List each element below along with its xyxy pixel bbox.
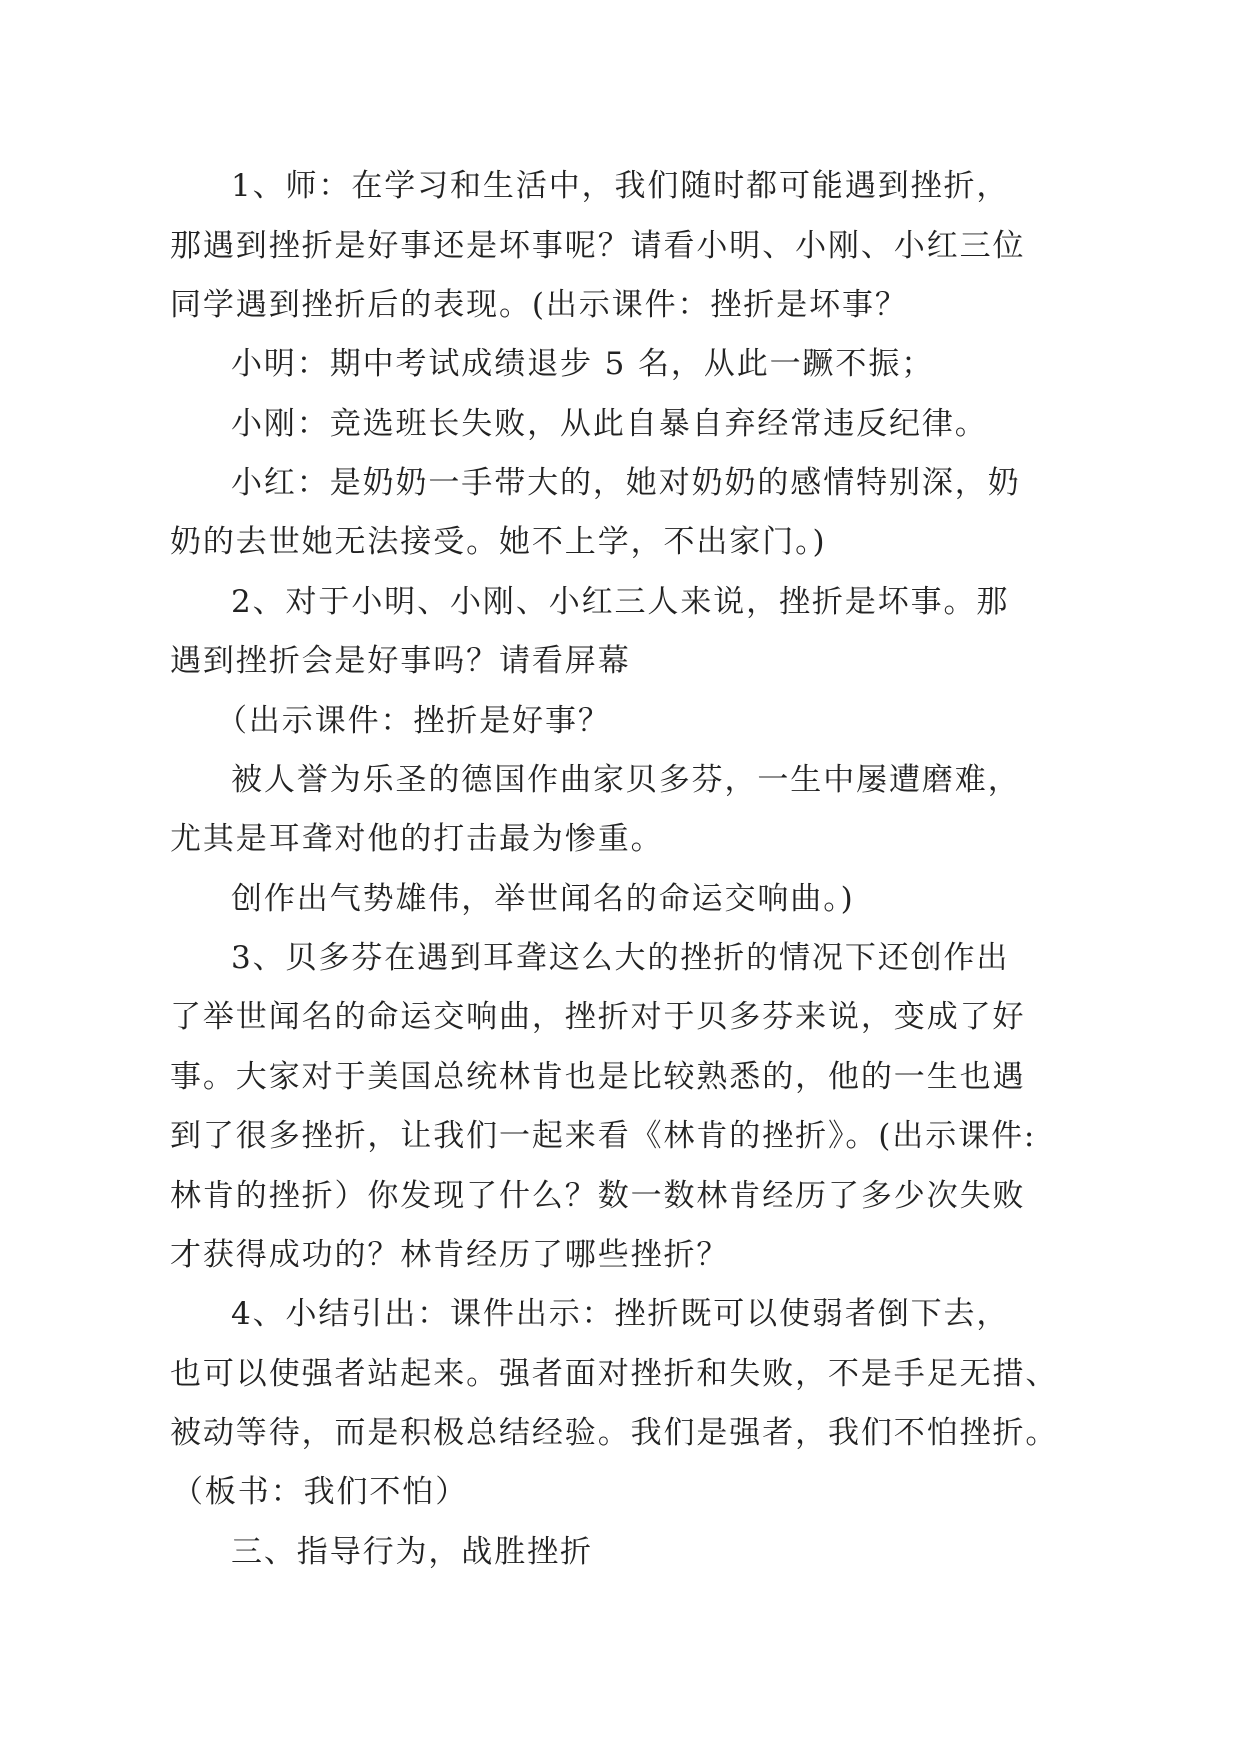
paragraph-line: 被人誉为乐圣的德国作曲家贝多芬，一生中屡遭磨难， (231, 762, 1021, 798)
paragraph-line: 奶的去世她无法接受。她不上学，不出家门。) (170, 524, 827, 560)
paragraph-line: 小红：是奶奶一手带大的，她对奶奶的感情特别深，奶 (231, 465, 1021, 501)
paragraph-line: 2、对于小明、小刚、小红三人来说，挫折是坏事。那 (231, 584, 1010, 620)
paragraph-line: （板书：我们不怕） (172, 1474, 469, 1510)
paragraph-line: 被动等待，而是积极总结经验。我们是强者，我们不怕挫折。 (170, 1415, 1059, 1451)
paragraph-line: 到了很多挫折，让我们一起来看《林肯的挫折》。(出示课件: (170, 1118, 1037, 1154)
paragraph-line: 小刚：竞选班长失败，从此自暴自弃经常违反纪律。 (231, 406, 988, 442)
paragraph-line: 1、师：在学习和生活中，我们随时都可能遇到挫折， (231, 168, 1010, 204)
paragraph-line: （出示课件：挫折是好事？ (216, 703, 611, 739)
paragraph-line: 也可以使强者站起来。强者面对挫折和失败，不是手足无措、 (170, 1356, 1059, 1392)
section-heading: 三、指导行为，战胜挫折 (231, 1534, 593, 1570)
paragraph-line: 3、贝多芬在遇到耳聋这么大的挫折的情况下还创作出 (231, 940, 1010, 976)
paragraph-line: 事。大家对于美国总统林肯也是比较熟悉的，他的一生也遇 (170, 1059, 1026, 1095)
paragraph-line: 小明：期中考试成绩退步 5 名，从此一蹶不振； (231, 346, 935, 382)
paragraph-line: 同学遇到挫折后的表现。(出示课件：挫折是坏事？ (170, 287, 908, 323)
paragraph-line: 才获得成功的？林肯经历了哪些挫折？ (170, 1237, 730, 1273)
paragraph-line: 林肯的挫折）你发现了什么？数一数林肯经历了多少次失败 (170, 1178, 1026, 1214)
paragraph-line: 创作出气势雄伟，举世闻名的命运交响曲。) (231, 881, 855, 917)
paragraph-line: 那遇到挫折是好事还是坏事呢？请看小明、小刚、小红三位 (170, 228, 1026, 264)
paragraph-line: 4、小结引出：课件出示：挫折既可以使弱者倒下去， (231, 1296, 1010, 1332)
paragraph-line: 尤其是耳聋对他的打击最为惨重。 (170, 821, 664, 857)
paragraph-line: 遇到挫折会是好事吗？请看屏幕 (170, 643, 631, 679)
paragraph-line: 了举世闻名的命运交响曲，挫折对于贝多芬来说，变成了好 (170, 999, 1026, 1035)
